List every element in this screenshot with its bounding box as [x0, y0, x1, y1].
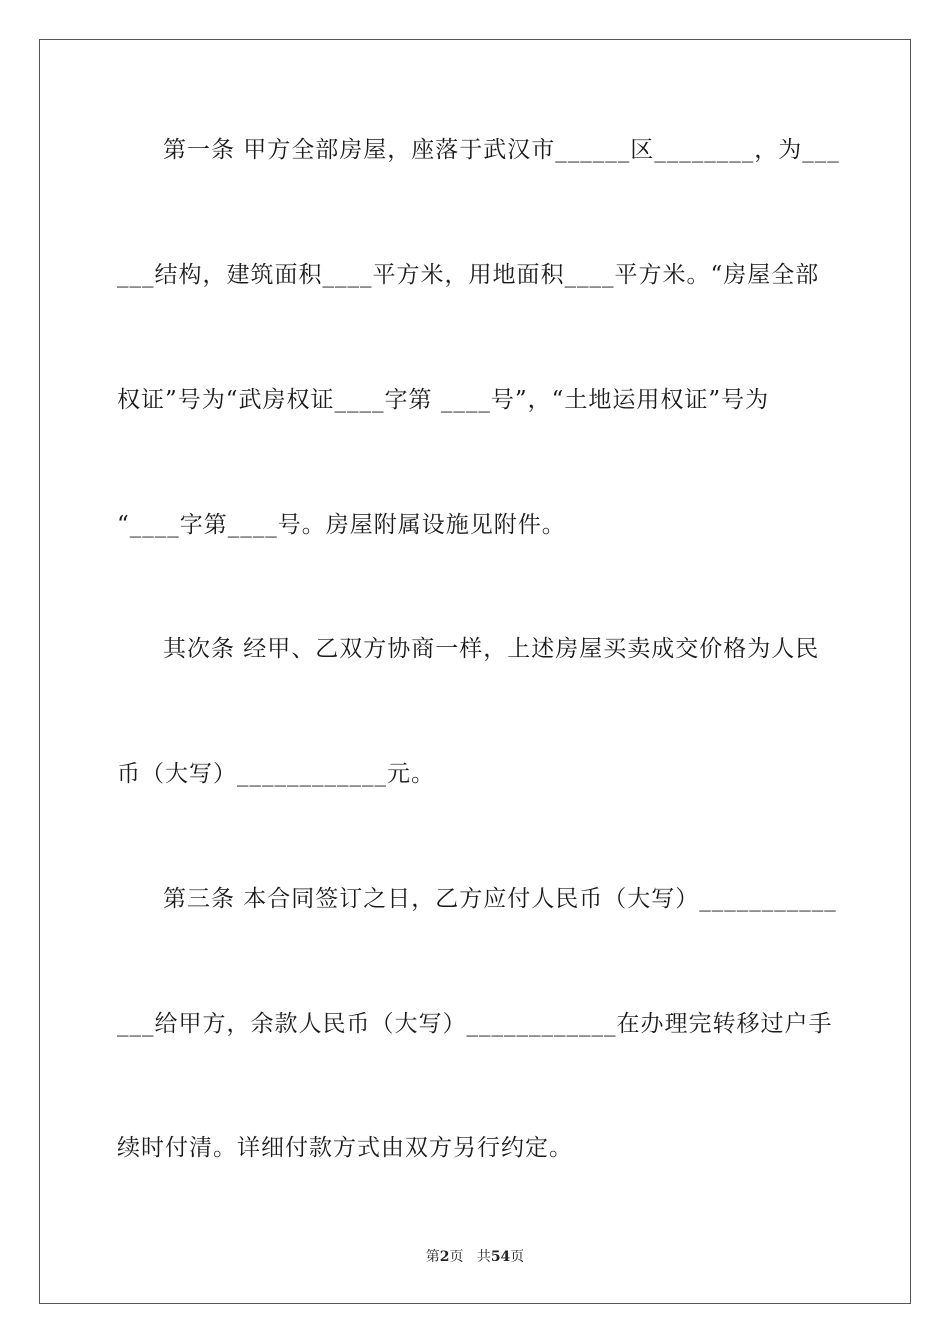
page-footer: [0, 1247, 950, 1267]
paragraph-line: 第一条 甲方全部房屋，座落于武汉市______区________，为___: [163, 137, 840, 163]
total-suffix: 页: [510, 1249, 525, 1265]
paragraph-line: 权证”号为“武房权证____字第 ____号”，“土地运用权证”号为: [117, 387, 770, 413]
paragraph-line: “____字第____号。房屋附属设施见附件。: [117, 512, 566, 538]
paragraph-line: 币（大写）____________元。: [117, 761, 435, 787]
paragraph-line: 其次条 经甲、乙双方协商一样，上述房屋买卖成交价格为人民: [163, 636, 820, 662]
paragraph-line: ___给甲方，余款人民币（大写）____________在办理完转移过户手: [117, 1011, 833, 1037]
page-prefix: 第: [425, 1249, 440, 1265]
page-number: 2: [439, 1249, 450, 1265]
paragraph-line: 第三条 本合同签订之日，乙方应付人民币（大写）___________: [163, 886, 837, 912]
paragraph-line: 续时付清。详细付款方式由双方另行约定。: [117, 1135, 573, 1161]
page-suffix: 页: [449, 1249, 464, 1265]
page-border: [39, 39, 911, 1304]
paragraph-line: ___结构，建筑面积____平方米，用地面积____平方米。“房屋全部: [117, 262, 820, 288]
total-pages: 54: [490, 1249, 511, 1265]
total-prefix: 共: [476, 1249, 491, 1265]
